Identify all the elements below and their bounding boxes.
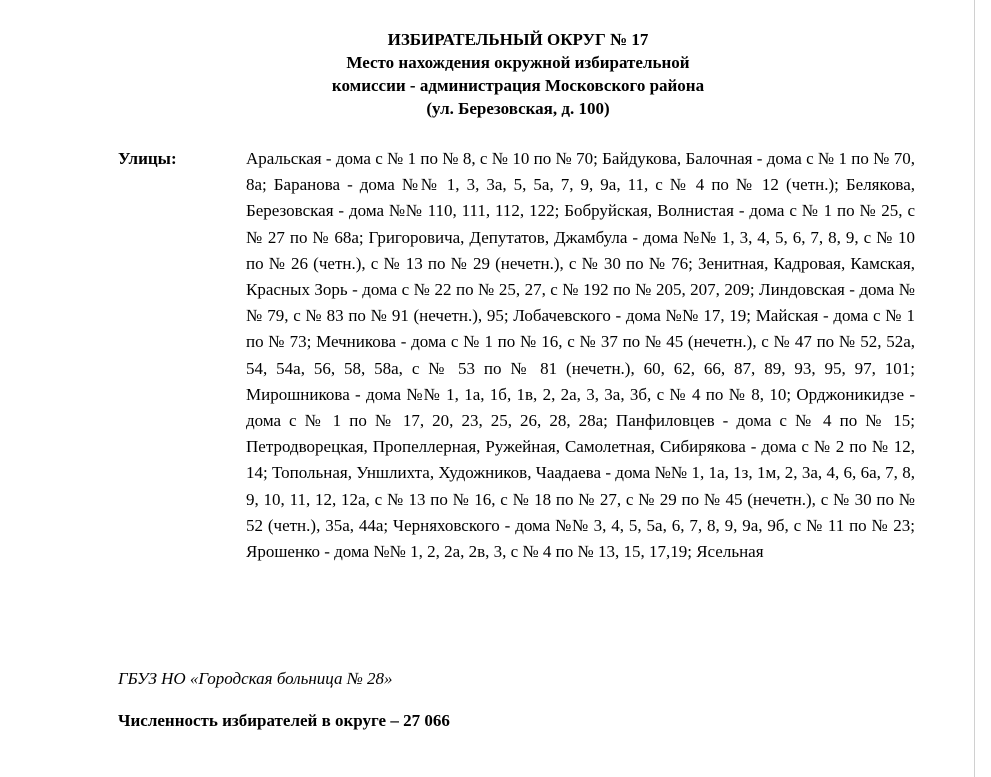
voter-count: Численность избирателей в округе – 27 066 [118,711,450,730]
document-header [118,28,918,120]
streets-label: Улицы: [118,149,177,168]
district-title: ИЗБИРАТЕЛЬНЫЙ ОКРУГ № 17 [387,30,649,49]
page-edge-divider [974,0,975,777]
hospital-name: ГБУЗ НО «Городская больница № 28» [118,669,393,688]
commission-location-line2: комиссии - администрация Московского района [331,76,705,95]
commission-location-line1: Место нахождения окружной избирательной [346,53,690,72]
streets-list: Аральская - дома с № 1 по № 8, с № 10 по № 70; Байдукова, Балочная - дома с № 1 по № 70, 8а; Баранова - дома №№ 1, 3, 3а, 5, 5а, 7, 9, 9а, 11, с № 4 по № 12 (четн.); Белякова, Березовская - дома №№ 110, 111, 112, 122; Бобруйская, Волнистая - дома с № 1 по № 25, с № 27 по № 68а; Григоровича, Депутатов, Джамбула - дома №№ 1, 3, 4, 5, 6, 7, 8, 9, с № 10 по № 26 (четн.), с № 13 по № 29 (нечетн.), с № 30 по № 76; Зенитная, Кадровая, Камская, Красных Зорь - дома с № 22 по № 25, 27, с № 192 по № 205, 207, 209; Линдовская - дома №№ 79, с № 83 по № 91 (нечетн.), 95; Лобачевского - дома №№ 17, 19; Майская - дома с № 1 по № 73; Мечникова - дома с № 1 по № 16, с № 37 по № 45 (нечетн.), с № 47 по № 52, 52а, 54, 54а, 56, 58, 58а, с № 53 по № 81 (нечетн.), 60, 62, 66, 87, 89, 93, 95, 97, 101; Мирошникова - дома №№ 1, 1а, 1б, 1в, 2, 2а, 3, 3а, 3б, с № 4 по № 8, 10; Орджоникидзе - дома с № 1 по № 17, 20, 23, 25, 26, 28, 28а; Панфиловцев - дома с № 4 по № 15; Петродворецкая, Пропеллерная, Ружейная, Самолетная, Сибирякова - дома с № 2 по № 12, 14; Топольная, Уншлихта, Художников, Чаадаева - дома №№ 1, 1а, 1з, 1м, 2, 3а, 4, 6, 6а, 7, 8, 9, 10, 11, 12, 12а, с № 13 по № 16, с № 18 по № 27, с № 29 по № 45 (нечетн.), с № 30 по № 52 (четн.), 35а, 44а; Черняховского - дома №№ 3, 4, 5, 5а, 6, 7, 8, 9, 9а, 9б, с № 11 по № 23; Ярошенко - дома №№ 1, 2, 2а, 2в, 3, с № 4 по № 13, 15, 17,19; Ясельная [246,149,915,562]
commission-address: (ул. Березовская, д. 100) [426,99,610,118]
